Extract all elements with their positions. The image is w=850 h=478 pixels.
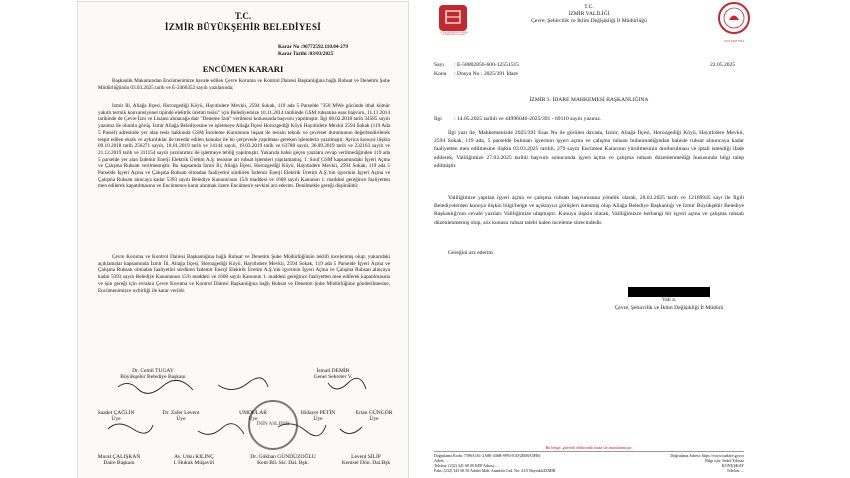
right-paragraph-1: İlgi yazı ile, Mahkemenizde 2025/391 Esas No ile görülen davada, İzmir, Aliağa İlçesi, Horozgediği Köyü, Hayıtlıdere Mevkii, 2594 Sokak, 119 ada, 5 parselde bulunan işyerinin işyeri açma ve çalışma ruhsatı bulunmadığından bahisle ruhsat alınıncaya kadar faaliyetten men edilmesine ilişkin 03.03.2025 tarihli, 279 sayılı Encümen Kararının yürütmesinin durdurulması ve iptali istendiği ifade edilerek, Valiliğimize 27.03.2025 tarihli başvuru sonucunda işyeri açma ve çalışma ruhsatı düzenlenmediği hususunda bilgi talep edilmiştir. bbox=[434, 130, 744, 169]
konu-value: : Dosya No : 2025/391 İdare bbox=[454, 71, 518, 77]
right-country-heading: T.C. bbox=[584, 4, 594, 10]
ministry-logo-text: ÇEVRE ŞEHİRCİLİK VE İKLİM DEĞİŞİKLİĞİ BAKANLIĞI bbox=[440, 32, 468, 36]
sayi-label: Sayı bbox=[434, 62, 444, 68]
footer-phone: Telefon: (232) 341 68 00 KEP Adresi: ... bbox=[434, 463, 499, 468]
ilgi-value: : 14.05.2025 tarihli ve 44996046-2025/391 - 69110 sayılı yazınız. bbox=[454, 116, 602, 122]
redacted-signer-name bbox=[628, 287, 710, 297]
closing-phrase: Gereğini arz ederim. bbox=[448, 250, 495, 256]
department-signature bbox=[154, 454, 234, 466]
signatory-name: Murat ÇALIŞKAN bbox=[97, 454, 141, 460]
left-country-heading: T.C. bbox=[234, 11, 252, 21]
municipality-heading: İZMİR BÜYÜKŞEHİR BELEDİYESİ bbox=[164, 22, 322, 32]
member-signature bbox=[86, 410, 146, 422]
signatory-role: Daire Başkanı bbox=[103, 460, 135, 466]
letter-date: 22.05.2025 bbox=[710, 62, 736, 68]
footer-contact-title: KONUŞKAY bbox=[721, 463, 744, 468]
signatory-role: Üye bbox=[111, 416, 121, 422]
konu-label: Konu bbox=[434, 71, 447, 77]
member-signature bbox=[344, 410, 404, 422]
valilik-letter-document bbox=[428, 0, 750, 478]
signatory-name: Dr. Zafer Levent bbox=[162, 410, 200, 416]
signer-role-vali: Vali a. bbox=[661, 297, 677, 303]
footer-divider bbox=[434, 451, 744, 452]
official-stamp bbox=[248, 400, 298, 450]
family-year-text: 1973 AİLE YILI bbox=[723, 39, 745, 43]
footer-contact-person: Bilgi için: Sedef Yılmaz bbox=[705, 458, 744, 463]
member-signature bbox=[288, 410, 348, 422]
stamp-text: İNİN ASLIDIR bbox=[256, 422, 290, 427]
footer-verification-code: Doğrulama Kodu: 7396A161-2A8E-436B-9993-EAF2E6BA5FE6 bbox=[434, 453, 541, 458]
decision-title: ENCÜMEN KARARI bbox=[202, 64, 284, 74]
signatory-role: Kent Bil. Sis. Dai. Bşk. bbox=[257, 460, 309, 466]
department-signature bbox=[84, 454, 154, 466]
signatory-role: Büyükşehir Belediye Başkanı bbox=[120, 374, 186, 380]
left-paragraph-1: Başkanlık Makamından Encümenimize havale edilen Çevre Koruma ve Kontrol Dairesi Başkanlığına bağlı Ruhsat ve Denetim Şube Müdürlüğünün 03.03.2025 tarih ve E-2460352 sayılı yazılarında; bbox=[98, 78, 390, 91]
signatory-name: Saadet ÇAĞLIN bbox=[97, 410, 135, 416]
decision-date: Karar Tarihi :03/03/2025 bbox=[278, 51, 334, 57]
encumen-karari-document bbox=[78, 2, 408, 478]
signatory-name: Dr. Gökhan GÜNDÜZOĞLU bbox=[250, 454, 316, 460]
footer-fax: Faks: (232) 341 68 56 Adalet Mah. Anadolu Cad. No: 41/5 Bayraklı/İZMİR bbox=[434, 468, 556, 473]
member-signature bbox=[146, 410, 216, 422]
signatory-name: Ertan GÜNGÖR bbox=[355, 410, 393, 416]
addressee: İZMİR 3. İDARE MAHKEMESİ BAŞKANLIĞINA bbox=[529, 97, 649, 103]
signatory-name: UMDULAR bbox=[239, 410, 267, 416]
signatory-role: Üye bbox=[369, 416, 379, 422]
ilgi-label: İlgi bbox=[434, 116, 442, 122]
footer-contact-phone: Telefon: ... bbox=[726, 468, 744, 473]
footer-address: Adres: ... bbox=[434, 458, 449, 463]
decision-number: Karar No :96772592.110.04-279 bbox=[278, 44, 348, 50]
footer-verification-address: Doğrulama Adresi: https://www.turkiye.gov.tr bbox=[670, 453, 744, 458]
signatory-role: Üye bbox=[176, 416, 186, 422]
signatory-role: Genel Sekreter V. bbox=[313, 374, 353, 380]
signatory-role: Kentsel Dön. Dai.Bşk bbox=[341, 460, 391, 466]
left-paragraph-2: İzmir İli, Aliağa İlçesi, Horozgediği Köyü, Hayıtlıdere Mevkii, 2594 Sokak, 119 ada 5 Parselde "350 MWe gücünde ithal kömür yakıtlı termik konvansiyonel tipinde elektrik üretim tesisi" için Belediyemize 10.11.2014 tarihinde GSM ruhsatına esas başvuru, 11.11.2014 tarihinde de Çevre İzni ve Lisansı alınacağa dair "Deneme İzni" verilmesi konusunda başvuru yapılmıştır. İlgi 08.02.2018 tarih 34585 sayılı yazımız ile olumlu görüş. İzmir Aliağa Belediyesine ve işletmeye Aliağa İlçesi Horozgediği Köyü Hayıtlıdere Mevkii 2594 Sokak (119 Ada 5 Parsel) adresinde yer alan tesis hakkında GSM İnceleme Kurulunun inşaat ile tesisin teknik ve çevresel durumunun değerlendirilerek tespit edilen eksik ve aykırılıklar ile teredüt edilen konular ile bu çerçevede yapılması gereken işlemlerin yazılmıştır. Ayrıca konuya ilişkin 09.10.2018 tarih 256271 sayılı, 18.01.2019 tarih ve 14144 sayılı, 19.03.2019 tarih ve 63788 sayılı, 30.09.2019 tarih ve 232163 sayılı ve 21.12.2019 tarih ve 311154 sayılı yazılarımız ile işletmeye tebliğ yapılmıştır. Yukarıda bahsi geçen yazılara cevap verilmediğinden 119 ada 5 parselde yer alan İzdemir Enerji Elektrik Üretim A.Ş. tesisine ait ruhsat işlemleri yapılamamış, 1. Sınıf GSM kapsamındaki İşyeri Açma ve Çalışma Ruhsatı verilmemiştir. Bu kapsamda İzmir İli, Aliağa İlçesi, Horozgediği Köyü, Hayıtlıdere Mevkii, 2594 Sokak, 119 ada 5 Parselde İşyeri Açma ve Çalışma Ruhsatı olmadan faaliyetini sürdüren İzdemir Enerji Elektrik Üretim A.Ş.'nin işyerinin İşyeri Açma ve Çalışma Ruhsatı alıncaya kadar 5393 sayılı Belediye Kanunu'nun 15/b maddesi ve 1608 sayılı Kanunun 1. maddesi gereğince faaliyetten men edilerek kapatılmasına ve Encümence karar alınmak üzere Encümen'e sevkini arz ederim. Denilmekle gereği düşünüldü: bbox=[98, 103, 390, 190]
signatory-role: Üye bbox=[313, 416, 323, 422]
signatory-name: Av. Utku KILINÇ bbox=[174, 454, 214, 460]
left-paragraph-3: Çevre Koruma ve Kontrol Dairesi Başkanlığına bağlı Ruhsat ve Denetim Şube Müdürlüğünün teklifi incelenmiş olup; yukarıdaki açıklamalar kapsamında İzmir İli, Aliağa İlçesi, Horozgediği Köyü, Hayıtlıdere Mevkii, 2594 Sokak, 119 ada 5 Parselde İşyeri Açma ve Çalışma Ruhsatı olmadan faaliyetini sürdüren İzdemir Enerji Elektrik Üretim A.Ş.'nin işyerinin İşyeri Açma ve Çalışma Ruhsatı alıncaya kadar 5393 sayılı Belediye Kanununun 15/b maddesi ve 1608 sayılı Kanunun 1. maddesi gereğince faaliyetten men edilerek kapatılmasına ve işin gereği için evrakın Çevre Koruma ve Kontrol Dairesi Başkanlığına bağlı Ruhsat ve Denetim Şube Müdürlüğüne gönderilmesine, Encümenimizce oybirliği ile karar verildi. bbox=[98, 254, 390, 294]
signatory-name: İsmail DEMİR bbox=[316, 368, 350, 374]
signatory-role: I. Hukuk Müşaviri bbox=[173, 460, 215, 466]
department-signature bbox=[238, 454, 328, 466]
directorate-heading: Çevre, Şehircilik ve İklim Değişikliği İl Müdürlüğü bbox=[531, 18, 647, 24]
signatory-name: Levent SİLİP bbox=[351, 454, 381, 460]
governorship-heading: İZMİR VALİLİĞİ bbox=[568, 11, 610, 17]
sayi-value: : E-58802856-600-12551515 bbox=[454, 62, 520, 68]
member-signature bbox=[218, 410, 288, 422]
signatory-name: Dr. Cemil TUGAY bbox=[132, 368, 174, 374]
department-signature bbox=[328, 454, 404, 466]
signer-role-director: Çevre, Şehircilik ve İklim Değişikliği İl Müdürü bbox=[614, 305, 724, 311]
e-signature-notice: Bu belge, güvenli elektronik imza ile imzalanmıştır. bbox=[545, 445, 633, 450]
signatory-name: Hidayet PETİN bbox=[300, 410, 336, 416]
signatory-role: Üye bbox=[248, 416, 258, 422]
right-paragraph-2: Valiliğimize yapılan işyeri açma ve çalışma ruhsatı başvurusuna yönelik olarak, 28.03.2025 tarih ve 12169945 sayı ile İlgili Belediyelerden konuya ilişkin bilgi/belge ve açıklayıcı görüşleri istenmiş olup Aliağa Belediye Başkanlığı ve İzmir Büyükşehir Belediye Başkanlığı'nın cevabi yazıları Valiliğimize ulaşmıştır. Konuya ilişkin olarak, Valiliğimizce herhangi bir işyeri açma ve çalışma ruhsatı düzenlenmemiş olup, söz konusu ruhsat talebi halen inceleme sürecindedir. bbox=[434, 195, 744, 226]
